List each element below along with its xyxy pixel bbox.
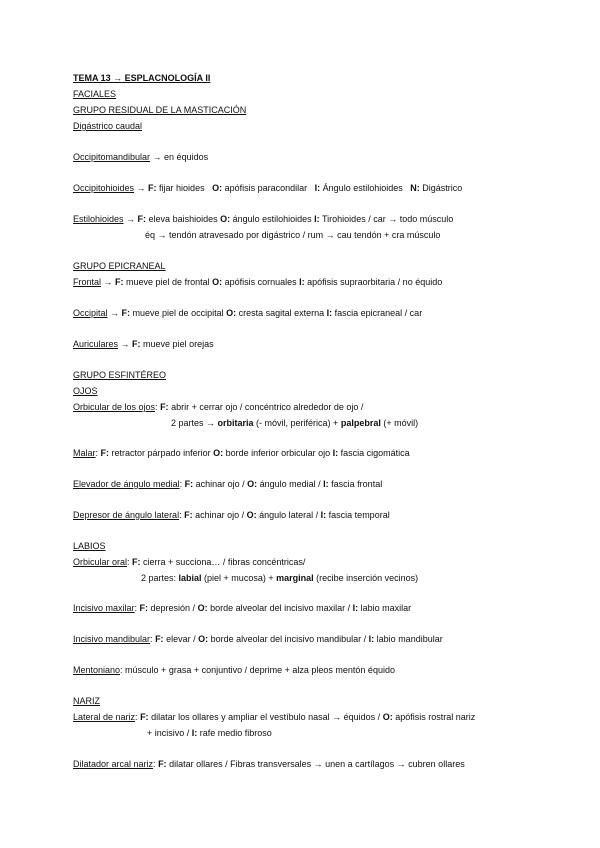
function-text: mueve piel de occipital	[130, 308, 227, 318]
muscle-name: Incisivo maxilar	[73, 603, 135, 613]
parts-text: (- móvil, periférica) +	[253, 418, 341, 428]
arrow: →	[101, 277, 116, 287]
origin-text: apófisis rostral nariz	[392, 712, 476, 722]
function-text: depresión /	[148, 603, 198, 613]
label-i: I:	[314, 183, 321, 193]
parts-text: (piel + mucosa) +	[201, 573, 277, 583]
insertion-text: labio mandibular	[374, 634, 443, 644]
insertion-text: fascia cigomática	[338, 448, 410, 458]
label-f: F:	[184, 479, 194, 489]
label-i: I:	[191, 728, 198, 738]
label-f: F:	[155, 634, 164, 644]
entry-frontal	[73, 277, 442, 288]
entry-malar	[73, 448, 410, 459]
arrow: →	[134, 183, 149, 193]
muscle-name: Depresor de ángulo lateral	[73, 510, 180, 520]
muscle-name: Frontal	[73, 277, 102, 287]
entry-orbicular-ojos-line2	[171, 418, 418, 429]
label-i: I:	[314, 214, 320, 224]
label-o: O:	[382, 712, 393, 722]
group-heading-esfintereo: GRUPO ESFINTÉREO	[73, 370, 167, 380]
insertion-text: fascia frontal	[328, 479, 383, 489]
parts-text: (recibe inserción vecinos)	[313, 573, 419, 583]
origin-text: ángulo lateral /	[256, 510, 321, 520]
insertion-text: fascia temporal	[326, 510, 390, 520]
function-text: retractor párpado inferior	[109, 448, 214, 458]
entry-occipital	[73, 308, 422, 319]
muscle-name: Incisivo mandibular	[73, 634, 151, 644]
origin-text: borde alveolar del incisivo maxilar /	[207, 603, 353, 613]
origin-text: ángulo estilohioides	[230, 214, 315, 224]
muscle-name: Dilatador arcal nariz	[73, 759, 154, 769]
function-text: achinar ojo /	[192, 510, 247, 520]
function-text: achinar ojo /	[193, 479, 248, 489]
muscle-name: Occipitomandibular	[73, 152, 151, 162]
colon: :	[135, 712, 141, 722]
function-text: elevar /	[163, 634, 199, 644]
colon: :	[95, 448, 101, 458]
entry-lateral-nariz-line2	[147, 728, 272, 739]
function-text: eleva baishioides	[146, 214, 221, 224]
muscle-name: Occipital	[73, 308, 108, 318]
label-n: N:	[410, 183, 420, 193]
muscle-name: Elevador de ángulo medial	[73, 479, 180, 489]
function-text: abrir + cerrar ojo / concéntrico alrededor de ojo /	[168, 402, 364, 412]
function-text: fijar hioides	[156, 183, 208, 193]
label-i: I:	[323, 479, 329, 489]
insertion-text: Tirohioides / car → todo músculo	[319, 214, 454, 224]
origin-text: cresta sagital externa	[236, 308, 327, 318]
muscle-digastrico: Digástrico caudal	[73, 121, 143, 131]
part-marginal: marginal	[276, 573, 314, 583]
muscle-name: Orbicular de los ojos	[73, 402, 156, 412]
entry-orbicular-ojos	[73, 402, 363, 413]
origin-text: apófisis cornuales	[222, 277, 300, 287]
label-f: F:	[160, 402, 169, 412]
label-f: F:	[148, 183, 157, 193]
entry-occipitohioides	[73, 183, 462, 194]
muscle-name: Mentoniano	[73, 665, 121, 675]
label-f: F:	[140, 712, 149, 722]
entry-estilohioides-line2: éq → tendón atravesado por digástrico / rum → cau tendón + cra músculo	[145, 230, 441, 240]
label-o: O:	[197, 603, 208, 613]
insertion-text: rafe medio fibroso	[197, 728, 272, 738]
muscle-name: Estilohioides	[73, 214, 124, 224]
arrow: →	[107, 308, 122, 318]
muscle-name: Malar	[73, 448, 96, 458]
entry-depresor	[73, 510, 390, 521]
label-f: F:	[139, 603, 149, 613]
colon: :	[179, 510, 185, 520]
entry-incisivo-maxilar	[73, 603, 411, 614]
label-o: O:	[226, 308, 237, 318]
label-o: O:	[213, 448, 224, 458]
label-f: F:	[115, 277, 124, 287]
origin-text: apófisis paracondilar	[222, 183, 310, 193]
subheading-nariz: NARIZ	[73, 696, 100, 706]
colon: :	[150, 634, 156, 644]
entry-text: : músculo + grasa + conjuntivo / deprime + alza pleos mentón équido	[120, 665, 395, 675]
nerve-text: Digástrico	[419, 183, 463, 193]
label-f: F:	[158, 759, 167, 769]
function-text: mueve piel de frontal	[123, 277, 213, 287]
arrow: →	[118, 339, 133, 349]
label-f: F:	[121, 308, 131, 318]
muscle-name: Lateral de nariz	[73, 712, 136, 722]
label-f: F:	[100, 448, 110, 458]
document-title: TEMA 13 → ESPLACNOLOGÍA II	[73, 73, 211, 83]
label-o: O:	[198, 634, 209, 644]
part-palpebral: palpebral	[340, 418, 381, 428]
origin-text: + incisivo /	[147, 728, 192, 738]
label-f: F:	[132, 557, 141, 567]
entry-auriculares	[73, 339, 214, 350]
entry-mentoniano	[73, 665, 395, 676]
label-i: I:	[332, 448, 339, 458]
subheading-ojos: OJOS	[73, 386, 98, 396]
function-text: cierra + succiona… / fibras concéntricas/	[140, 557, 306, 567]
parts-text: 2 partes:	[141, 573, 179, 583]
colon: :	[134, 603, 140, 613]
muscle-name: Orbicular oral	[73, 557, 128, 567]
part-orbitaria: orbitaria	[217, 418, 254, 428]
group-heading-residual: GRUPO RESIDUAL DE LA MASTICACIÓN	[73, 105, 247, 115]
insertion-text: labio maxilar	[358, 603, 412, 613]
origin-text: borde alveolar del incisivo mandibular /	[208, 634, 369, 644]
entry-occipitomandibular	[73, 152, 208, 163]
label-f: F:	[184, 510, 193, 520]
function-text: dilatar ollares / Fibras transversales → unen a cartílagos → cubren ollares	[166, 759, 465, 769]
colon: :	[127, 557, 133, 567]
parts-text: 2 partes →	[171, 418, 218, 428]
parts-text: (+ móvil)	[380, 418, 419, 428]
colon: :	[155, 402, 161, 412]
label-o: O:	[246, 510, 257, 520]
label-i: I:	[352, 603, 359, 613]
section-heading-faciales: FACIALES	[73, 89, 117, 99]
group-heading-epicraneal: GRUPO EPICRANEAL	[73, 261, 166, 271]
entry-text: → en équidos	[150, 152, 209, 162]
entry-orbicular-oral-line2	[141, 573, 418, 584]
label-i: I:	[326, 308, 333, 318]
entry-incisivo-mandibular	[73, 634, 443, 645]
entry-elevador	[73, 479, 382, 490]
subheading-labios: LABIOS	[73, 541, 106, 551]
label-f: F:	[137, 214, 147, 224]
entry-dilatador	[73, 759, 465, 770]
function-text: mueve piel orejas	[140, 339, 214, 349]
muscle-name: Occipitohioides	[73, 183, 135, 193]
arrow: →	[123, 214, 138, 224]
colon: :	[153, 759, 159, 769]
insertion-text: Ángulo estilohioides	[320, 183, 406, 193]
entry-orbicular-oral	[73, 557, 305, 568]
label-o: O:	[247, 479, 258, 489]
entry-lateral-nariz	[73, 712, 475, 723]
label-i: I:	[320, 510, 327, 520]
label-o: O:	[220, 214, 231, 224]
label-i: I:	[299, 277, 305, 287]
label-i: I:	[368, 634, 375, 644]
function-text: dilatar los ollares y ampliar el vestíbulo nasal → équidos /	[148, 712, 383, 722]
part-labial: labial	[178, 573, 202, 583]
label-f: F:	[132, 339, 141, 349]
insertion-text: apófisis supraorbitaria / no équido	[304, 277, 443, 287]
label-o: O:	[212, 183, 223, 193]
origin-text: ángulo medial /	[257, 479, 324, 489]
origin-text: borde inferior orbicular ojo	[223, 448, 333, 458]
colon: :	[179, 479, 185, 489]
entry-estilohioides	[73, 214, 453, 225]
label-o: O:	[212, 277, 223, 287]
muscle-name: Auriculares	[73, 339, 119, 349]
insertion-text: fascia epicraneal / car	[332, 308, 423, 318]
